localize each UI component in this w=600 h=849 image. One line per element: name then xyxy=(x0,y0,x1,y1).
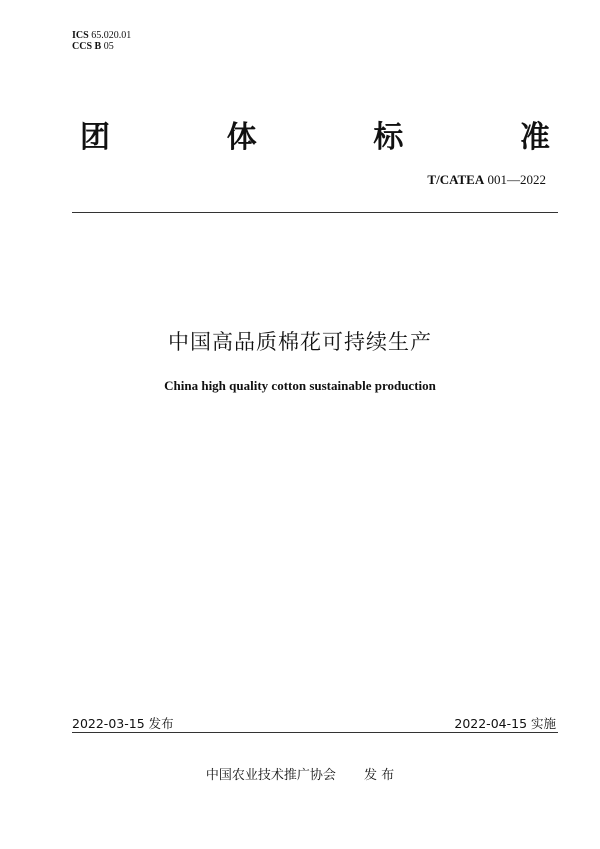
ics-line xyxy=(72,30,131,41)
bottom-divider xyxy=(72,732,558,733)
issuer-name: 中国农业技术推广协会 xyxy=(205,768,336,783)
standard-type-char: 标 xyxy=(373,120,404,155)
ccs-label: CCS B xyxy=(72,41,102,52)
ics-label: ICS xyxy=(72,30,89,41)
ccs-code: 05 xyxy=(103,41,114,52)
top-divider xyxy=(72,212,558,213)
classification-codes xyxy=(72,30,131,52)
document-title-zh: 中国高品质棉花可持续生产 xyxy=(168,330,432,354)
standard-type-heading xyxy=(80,112,550,156)
issuer-action: 发 布 xyxy=(363,768,395,783)
standard-number xyxy=(427,172,546,188)
standard-type-char: 团 xyxy=(80,120,110,155)
standard-type-char: 准 xyxy=(519,120,550,155)
standard-number-code: 001—2022 xyxy=(487,172,546,187)
document-title-en: China high quality cotton sustainable production xyxy=(164,378,436,393)
standard-number-prefix: T/CATEA xyxy=(427,172,485,187)
ccs-line xyxy=(72,41,131,52)
issuer-line xyxy=(0,764,600,783)
standard-type-char: 体 xyxy=(226,120,257,155)
publish-date: 2022-03-15 发布 xyxy=(72,716,174,731)
ics-code: 65.020.01 xyxy=(91,30,132,41)
effective-date: 2022-04-15 实施 xyxy=(454,716,556,731)
